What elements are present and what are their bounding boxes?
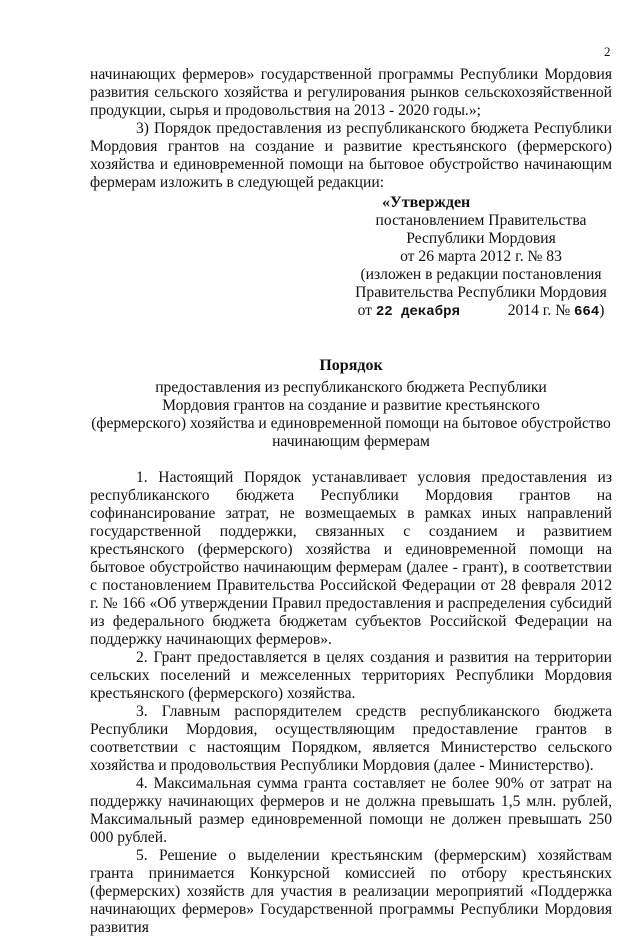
subtitle-line: (фермерского) хозяйства и единовременной помощи на бытовое обустройство (91, 415, 611, 432)
paragraph-4: 4. Максимальная сумма гранта составляет не более 90% от затрат на поддержку начинающих фермеров и не должна превышать 1,5 млн. рублей, Максимальный размер единовременной помощи не должен превышать 250 000 рублей. (90, 775, 612, 846)
paragraph-3: 3. Главным распорядителем средств республиканского бюджета Республики Мордовия, осуществляющим предоставление грантов в соответствии с настоящим Порядком, является Министерство сельского хозяйства и продовольствия Республики Мордовия (далее - Министерство). (90, 703, 612, 774)
subtitle-line: предоставления из республиканского бюджета Республики (155, 379, 547, 396)
subtitle-line: начинающим фермерам (272, 433, 430, 450)
item-3-paragraph: 3) Порядок предоставления из республиканского бюджета Республики Мордовия грантов на создание и развитие крестьянского (фермерского) хозяйства и единовременной помощи на бытовое обустройство начинающим фермерам изложить в следующей редакции: (90, 120, 612, 191)
approval-line: (изложен в редакции постановления (360, 266, 602, 283)
approval-line: постановлением Правительства (375, 212, 587, 229)
intro-paragraph: начинающих фермеров» государственной программы Республики Мордовия развития сельского хозяйства и регулирования рынков сельскохозяйственной продукции, сырья и продовольствия на 2013 - 2020 годы.»; (90, 66, 612, 119)
approval-line: Республики Мордовия (406, 230, 556, 247)
approval-date-prefix: от (357, 302, 372, 319)
paragraph-5: 5. Решение о выделении крестьянским (фермерским) хозяйствам гранта принимается Конкурсной комиссией по отбору крестьянских (фермерских) хозяйств для участия в реализации мероприятий «Поддержка начинающих фермеров» Государственной программы Республики Мордовия развития (90, 847, 612, 936)
approval-line: от 26 марта 2012 г. № 83 (400, 248, 562, 265)
approval-block (350, 194, 612, 321)
approval-number-filled: 664 (574, 304, 600, 320)
paragraph-1: 1. Настоящий Порядок устанавливает условия предоставления из республиканского бюджета Республики Мордовия грантов на софинансирование затрат, не возмещаемых в рамках иных направлений государственной поддержки, связанных с созданием и развитием крестьянского (фермерского) хозяйства и единовременной помощи на бытовое обустройство начинающим фермерам (далее - грант), в соответствии с постановлением Правительства Российской Федерации от 28 февраля 2012 г. № 166 «Об утверждении Правил предоставления и распределения субсидий из федерального бюджета бюджетам субъектов Российской Федерации на поддержку начинающих фермеров». (90, 469, 612, 648)
paragraph-2: 2. Грант предоставляется в целях создания и развития на территории сельских поселений и межселенных территориях Республики Мордовия крестьянского (фермерского) хозяйства. (90, 649, 612, 702)
approval-line: Правительства Республики Мордовия (355, 284, 607, 301)
page-number: 2 (604, 44, 611, 59)
document-title: Порядок (319, 357, 383, 374)
subtitle-line: Мордовия грантов на создание и развитие крестьянского (162, 397, 540, 414)
document-subtitle (90, 379, 612, 451)
approval-head: «Утвержден (382, 194, 471, 211)
document-body (90, 66, 612, 937)
approval-date-year: 2014 г. № (507, 302, 571, 319)
approval-date-filled: 22 декабря (375, 304, 460, 320)
approval-date-line (350, 302, 612, 321)
numbered-paragraphs (90, 469, 612, 937)
approval-date-suffix: ) (599, 302, 605, 319)
